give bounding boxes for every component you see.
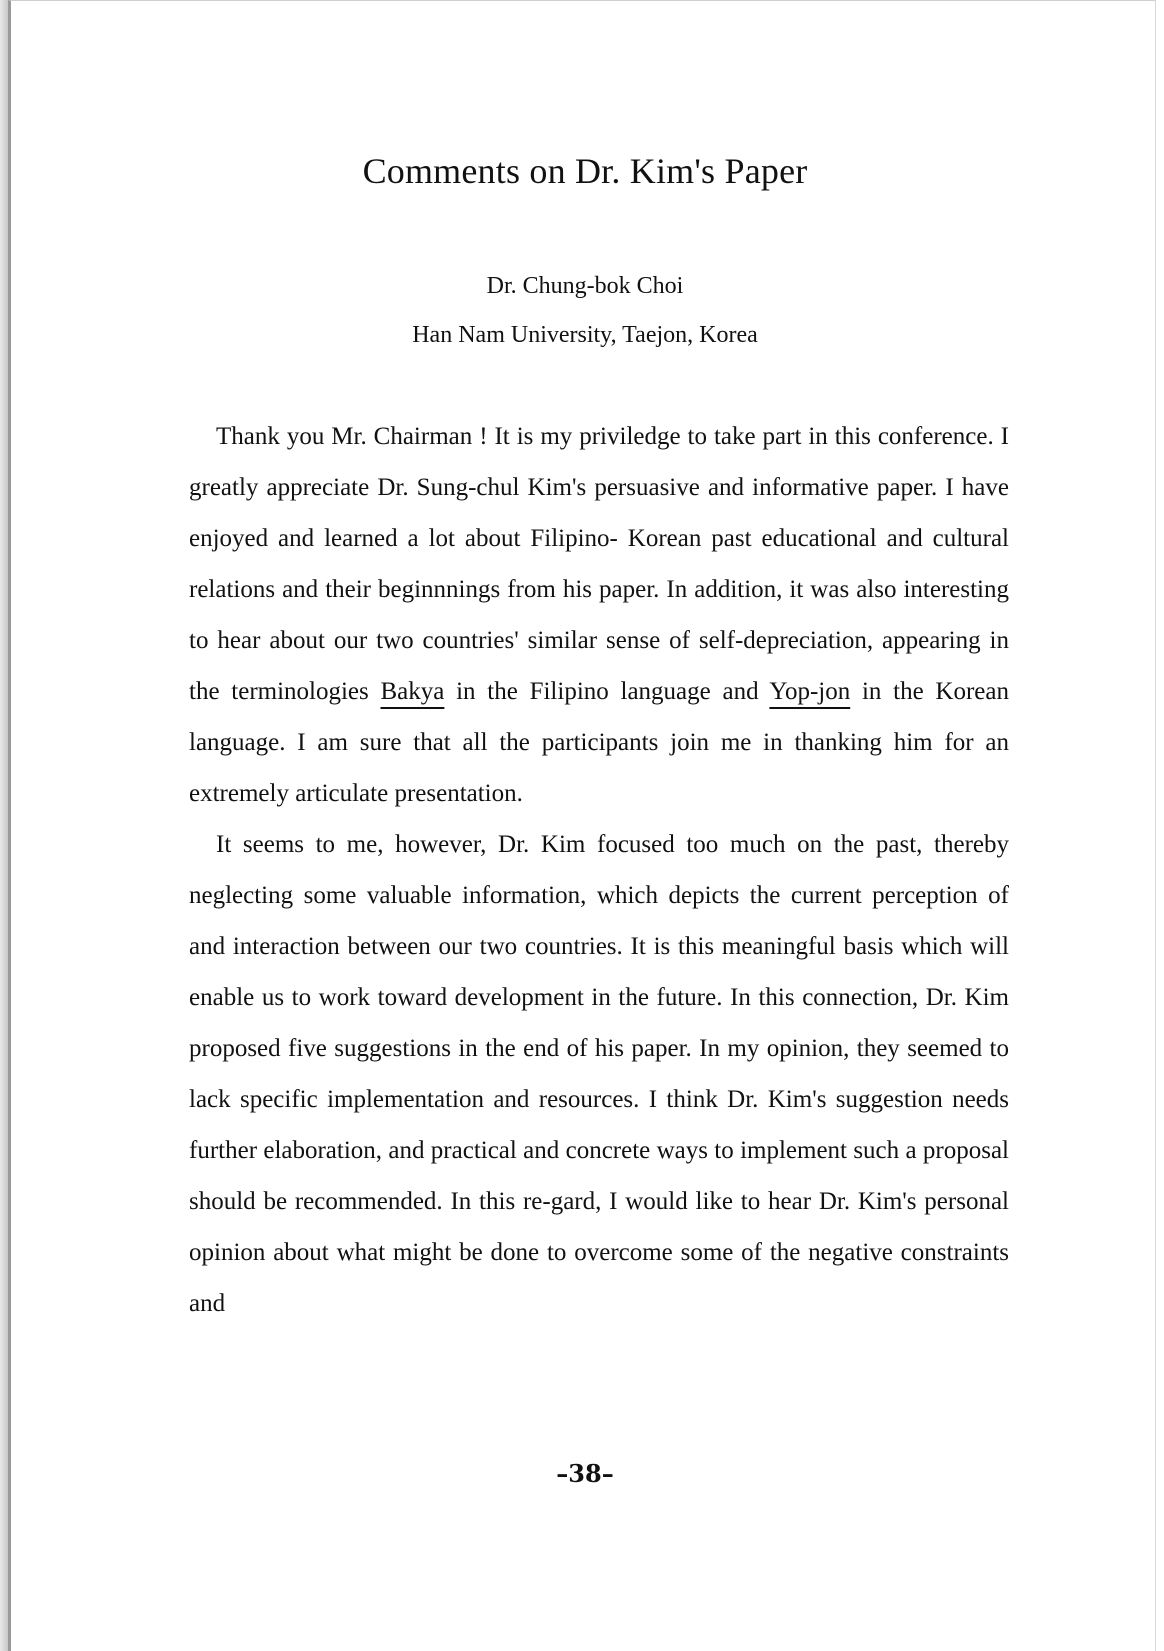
paragraph-1-text-c: in the Korean language. I am sure that all the participants join me in thanking him for an extremely articulate presentation. — [189, 678, 1009, 807]
page-number: –38– — [556, 1459, 614, 1488]
document-page — [8, 0, 1156, 1651]
document-title: Comments on Dr. Kim's Paper — [362, 151, 808, 191]
author-name: Dr. Chung-bok Choi — [486, 273, 684, 299]
author-affiliation: Han Nam University, Taejon, Korea — [412, 322, 758, 348]
term-yop-jon: Yop-jon — [769, 678, 851, 705]
paragraph-1-text-b: in the Filipino language and — [444, 678, 770, 705]
paragraph-2: It seems to me, however, Dr. Kim focused too much on the past, thereby neglecting some valuable information, which depicts the current perception of and interaction between our two countries. It is this meaningful basis which will enable us to work toward development in the future. In this connection, Dr. Kim proposed five suggestions in the end of his paper. In my opinion, they seemed to lack specific implementation and resources. I think Dr. Kim's suggestion needs further elaboration, and practical and concrete ways to implement such a proposal should be recommended. In this re-gard, I would like to hear Dr. Kim's personal opinion about what might be done to overcome some of the negative constraints and — [189, 831, 1009, 1317]
term-bakya: Bakya — [380, 678, 445, 705]
paragraph-1-text-a: Thank you Mr. Chairman ! It is my priviledge to take part in this conference. I greatly appreciate Dr. Sung-chul Kim's persuasive and informative paper. I have enjoyed and learned a lot about Filipino- Korean past educational and cultural relations and their beginnnings from his paper. In addition, it was also interesting to hear about our two countries' similar sense of self-depreciation, appearing in the terminologies — [189, 423, 1009, 705]
page-edge-shadow — [0, 0, 8, 1651]
paragraph-1 — [189, 411, 1009, 819]
document-body — [189, 411, 1009, 1329]
